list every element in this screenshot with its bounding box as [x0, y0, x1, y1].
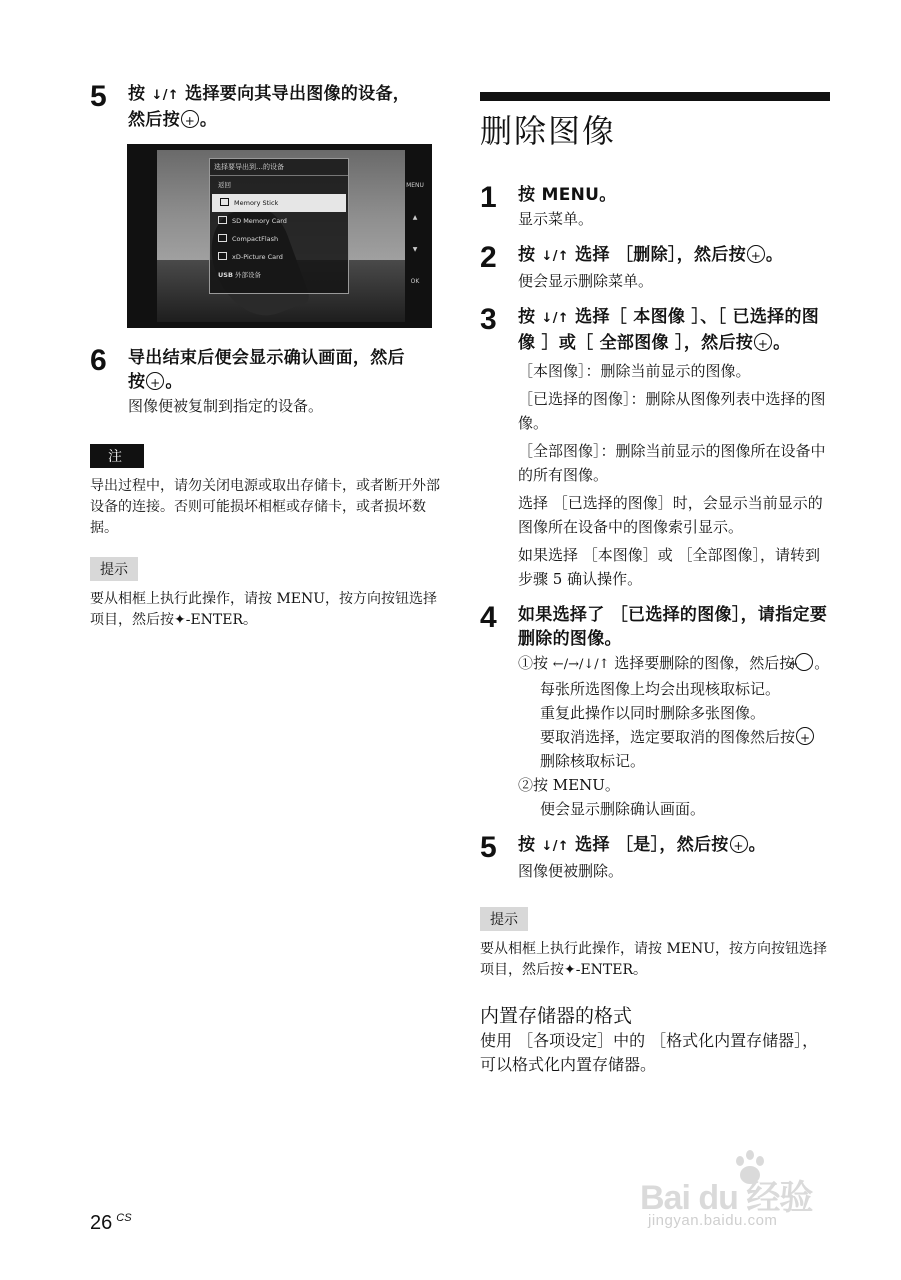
side-button-labels	[404, 182, 426, 310]
title-text: 。	[748, 835, 766, 855]
memory-stick-icon	[220, 198, 229, 206]
step-number: 5	[480, 831, 497, 864]
step-number: 1	[480, 181, 497, 214]
step-4	[480, 603, 830, 821]
step-number: 4	[480, 601, 497, 634]
compactflash-icon	[218, 234, 227, 242]
menu-item-label: Memory Stick	[234, 199, 279, 207]
step-paragraph: ［全部图像］：删除当前显示的图像所在设备中的所有图像。	[518, 442, 826, 484]
watermark-url: jingyan.baidu.com	[648, 1212, 778, 1229]
step-number: 6	[90, 344, 107, 377]
title-text: 然后按	[128, 110, 180, 130]
step-number: 5	[90, 80, 107, 113]
step-1	[480, 183, 830, 231]
title-text: 选择要向其导出图像的设备，	[178, 84, 411, 104]
title-text: 选择 ［删除］，然后按	[568, 245, 746, 265]
note-text: 导出过程中，请勿关闭电源或取出存储卡，或者断开外部设备的连接。否则可能损坏相框或存储卡，或者损坏数据。	[90, 478, 440, 536]
enter-button-icon	[747, 245, 765, 263]
page-lang-code: CS	[116, 1212, 132, 1224]
down-up-arrows-icon: ↓/↑	[541, 249, 569, 264]
sub-paragraph: 重复此操作以同时删除多张图像。	[540, 704, 766, 722]
page-number	[90, 1212, 132, 1235]
note-label: 注	[90, 444, 144, 468]
menu-item-xd-card	[210, 248, 348, 266]
direction-enter-icon: ✦	[174, 612, 186, 628]
step-paragraph: ［已选择的图像］：删除从图像列表中选择的图像。	[518, 390, 826, 432]
page-number-value: 26	[90, 1212, 113, 1234]
down-up-arrows-icon: ↓/↑	[541, 839, 569, 854]
sub-paragraph: 便会显示删除确认画面。	[540, 800, 706, 818]
menu-item-sd-card	[210, 212, 348, 230]
baidu-watermark	[640, 1150, 855, 1230]
title-text: 。	[765, 245, 784, 265]
sub-text: 按 MENU。	[533, 776, 620, 794]
section-title: 删除图像	[480, 112, 617, 150]
watermark-logo-text: Bai du 经验	[640, 1179, 813, 1217]
hint-text	[90, 589, 440, 631]
step-title	[128, 82, 440, 132]
subhead-format-memory: 内置存储器的格式	[480, 1005, 633, 1027]
step-title	[518, 833, 830, 859]
step-title	[128, 346, 440, 394]
step-6-confirm	[90, 346, 440, 418]
enter-button-icon	[181, 110, 199, 128]
menu-item-label: xD-Picture Card	[232, 253, 283, 261]
menu-item-label: 外部设备	[235, 271, 261, 279]
menu-title: 选择要导出到…的设备	[210, 159, 348, 176]
hint-text-part: -ENTER。	[575, 962, 648, 978]
menu-item-label: SD Memory Card	[232, 217, 287, 225]
four-way-arrows-icon: ←/→/↓/↑	[552, 657, 610, 672]
device-screen-image	[127, 144, 432, 328]
hint-block	[480, 907, 830, 981]
sub-text: 按	[533, 654, 553, 672]
xd-card-icon	[218, 252, 227, 260]
enter-button-icon	[754, 333, 772, 351]
step-5-delete	[480, 833, 830, 883]
sd-card-icon	[218, 216, 227, 224]
enter-button-icon	[730, 835, 748, 853]
title-text: 按	[518, 307, 542, 327]
menu-item-compactflash	[210, 230, 348, 248]
step-text: 图像便被复制到指定的设备。	[128, 397, 324, 415]
title-text: 。	[165, 372, 183, 392]
enter-button-icon	[796, 727, 814, 745]
step-title: 按 MENU。	[518, 185, 617, 205]
circled-1-icon: ①	[518, 654, 534, 672]
title-text: 按	[128, 84, 152, 104]
title-text: 。	[773, 333, 791, 353]
title-text: 选择 ［是］，然后按	[568, 835, 729, 855]
menu-item-memory-stick	[212, 194, 346, 212]
step-2	[480, 243, 830, 293]
step-title	[518, 305, 830, 355]
hint-text-part: 要从相框上执行此操作，请按 MENU，按方向按钮选择项目，然后按	[480, 941, 828, 978]
circled-2-icon: ②	[518, 776, 534, 794]
sub-paragraph	[518, 725, 830, 773]
hint-label: 提示	[480, 907, 528, 931]
hint-label: 提示	[90, 557, 138, 581]
section-bar	[480, 92, 830, 101]
title-text: 按	[518, 835, 542, 855]
enter-button-icon	[795, 653, 813, 671]
side-menu-label: MENU	[406, 182, 424, 189]
down-up-arrows-icon: ↓/↑	[541, 311, 569, 326]
sub-step-1	[518, 651, 830, 677]
title-text: 导出结束后便会显示确认画面，然后	[128, 348, 405, 368]
step-title	[518, 243, 830, 269]
menu-item-back: 返回	[218, 181, 231, 189]
step-3	[480, 305, 830, 591]
hint-text-part: 要从相框上执行此操作，请按 MENU，按方向按钮选择项目，然后按	[90, 591, 438, 628]
step-title: 如果选择了 ［已选择的图像］，请指定要删除的图像。	[518, 605, 828, 649]
step-text: 显示菜单。	[518, 210, 594, 228]
sub-text: 要取消选择，选定要取消的图像然后按	[540, 728, 796, 746]
sub-text: 选择要删除的图像，然后按	[609, 654, 795, 672]
usb-icon: USB	[218, 271, 233, 279]
note-block	[90, 444, 440, 539]
left-column	[90, 82, 440, 631]
up-arrow-icon: ▲	[412, 214, 418, 221]
sub-paragraph: 每张所选图像上均会出现核取标记。	[540, 680, 781, 698]
sub-text: 删除核取标记。	[540, 752, 646, 770]
down-up-arrows-icon: ↓/↑	[151, 88, 179, 103]
menu-item-usb	[210, 266, 348, 284]
hint-text-part: -ENTER。	[185, 612, 258, 628]
subhead-text: 使用 ［各项设定］中的 ［格式化内置存储器］，可以格式化内置存储器。	[480, 1031, 819, 1074]
step-paragraph: ［本图像］：删除当前显示的图像。	[518, 362, 751, 380]
title-text: 。	[199, 110, 218, 130]
sub-step-2	[518, 773, 830, 797]
step-paragraph: 如果选择 ［本图像］或 ［全部图像］，请转到步骤 5 确认操作。	[518, 546, 821, 588]
step-text: 便会显示删除菜单。	[518, 272, 654, 290]
title-text: 按	[128, 372, 146, 392]
direction-enter-icon: ✦	[564, 962, 576, 978]
right-column	[480, 92, 830, 1077]
export-device-menu	[209, 158, 349, 294]
side-ok-label: OK	[410, 278, 420, 285]
step-5-export	[90, 82, 440, 132]
step-number: 3	[480, 303, 497, 336]
step-paragraph: 选择 ［已选择的图像］时，会显示当前显示的图像所在设备中的图像索引显示。	[518, 494, 823, 536]
title-text: 选择［ 本图像 ］、［ 已选择的图像 ］或［ 全部图像 ］，然后按	[518, 307, 820, 353]
step-text: 图像便被删除。	[518, 862, 624, 880]
down-arrow-icon: ▼	[412, 246, 418, 253]
hint-text	[480, 939, 830, 981]
step-number: 2	[480, 241, 497, 274]
title-text: 按	[518, 245, 542, 265]
enter-button-icon	[146, 372, 164, 390]
hint-block	[90, 557, 440, 631]
menu-item-label: CompactFlash	[232, 235, 279, 243]
sub-text: 。	[814, 654, 830, 672]
